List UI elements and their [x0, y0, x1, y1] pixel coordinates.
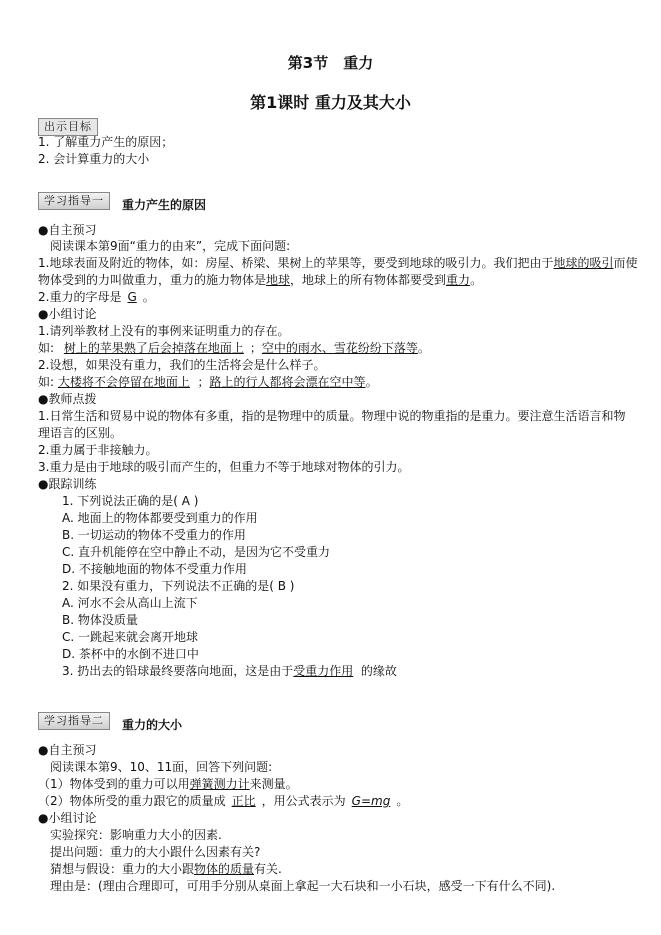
option: D. 茶杯中的水倒不进口中: [62, 647, 199, 661]
option: A. 地面上的物体都要受到重力的作用: [62, 511, 258, 525]
question-1-line1: 1.地球表面及附近的物体，如：房屋、桥梁、果树上的苹果等，要受到地球的吸引力。我们把由于地球的吸引而使: [38, 256, 638, 270]
section-title: 第3节 重力: [287, 54, 374, 72]
answer-blank: 空中的雨水、雪花纷纷下落等: [261, 341, 418, 355]
answer-blank: G=mg: [351, 794, 391, 808]
preview-intro: 阅读课本第9、10、11面，回答下列问题:: [50, 760, 273, 774]
option: A. 河水不会从高山上流下: [62, 596, 198, 610]
answer-blank: 地球的吸引: [553, 256, 614, 270]
preview-intro: 阅读课本第9面“重力的由来”，完成下面问题:: [50, 239, 291, 253]
answer-blank: 正比: [231, 794, 256, 808]
guide2-title: 重力的大小: [122, 718, 183, 732]
discussion-2: 2.设想，如果没有重力，我们的生活将会是什么样子。: [38, 358, 326, 372]
guide1-title: 重力产生的原因: [122, 198, 207, 212]
answer-blank: 弹簧测力计: [189, 777, 250, 791]
option: D. 不接触地面的物体不受重力作用: [62, 562, 247, 576]
answer-blank: 物体的质量: [194, 862, 255, 876]
guide2-tag: 学习指导二: [38, 712, 110, 730]
teacher-point-3: 3.重力是由于地球的吸引而产生的，但重力不等于地球对物体的引力。: [38, 460, 410, 474]
guide2-question-1: （1）物体受到的重力可以用弹簧测力计来测量。: [38, 777, 298, 791]
question-2: 2.重力的字母是 G 。: [38, 290, 155, 304]
lesson-title: 第1课时 重力及其大小: [250, 93, 411, 112]
teacher-point-2: 2.重力属于非接触力。: [38, 443, 158, 457]
practice-question-3: 3. 扔出去的铅球最终要落向地面，这是由于受重力作用 的缘故: [62, 664, 397, 678]
option: C. 一跳起来就会离开地球: [62, 630, 199, 644]
objective-item: 2. 会计算重力的大小: [38, 152, 150, 166]
experiment-line: 实验探究：影响重力大小的因素.: [50, 828, 222, 842]
experiment-line: 理由是：(理由合理即可，可用手分别从桌面上拿起一大石块和一小石块，感受一下有什么不同).: [50, 879, 556, 893]
answer-blank: G: [127, 290, 137, 304]
option: B. 物体没质量: [62, 613, 138, 627]
experiment-line: 提出问题：重力的大小跟什么因素有关?: [50, 845, 261, 859]
discussion-1-example: 如: 树上的苹果熟了后会掉落在地面上 ；空中的雨水、雪花纷纷下落等。: [38, 341, 430, 355]
discussion-heading: ●小组讨论: [38, 307, 97, 321]
objective-item: 1. 了解重力产生的原因；: [38, 135, 174, 149]
guide1-tag: 学习指导一: [38, 192, 110, 210]
answer-blank: 树上的苹果熟了后会掉落在地面上: [63, 341, 244, 355]
answer-blank: 路上的行人都将会漂在空中等: [209, 375, 366, 389]
option: C. 直升机能停在空中静止不动，是因为它不受重力: [62, 545, 331, 559]
preview-heading: ●自主预习: [38, 223, 97, 237]
practice-question-1: 1. 下列说法正确的是( A ): [62, 494, 199, 508]
objectives-tag: 出示目标: [38, 118, 98, 136]
answer-blank: 地球: [266, 273, 291, 287]
teacher-heading: ●教师点拨: [38, 392, 97, 406]
option: B. 一切运动的物体不受重力的作用: [62, 528, 246, 542]
discussion-2-example: 如: 大楼将不会停留在地面上 ；路上的行人都将会漂在空中等。: [38, 375, 378, 389]
answer-blank: 重力: [446, 273, 471, 287]
preview-heading: ●自主预习: [38, 743, 97, 757]
practice-heading: ●跟踪训练: [38, 477, 97, 491]
teacher-point-1: 1.日常生活和贸易中说的物体有多重，指的是物理中的质量。物理中说的物重指的是重力。要注意生活语言和物理语言的区别。: [38, 409, 626, 440]
experiment-line: 猜想与假设：重力的大小跟物体的质量有关.: [50, 862, 282, 876]
practice-question-2: 2. 如果没有重力，下列说法不正确的是( B ): [62, 579, 295, 593]
discussion-heading: ●小组讨论: [38, 811, 97, 825]
guide2-question-2: （2）物体所受的重力跟它的质量成 正比 ，用公式表示为 G=mg 。: [38, 794, 409, 808]
question-1-line2: 物体受到的力叫做重力，重力的施力物体是地球，地球上的所有物体都要受到重力。: [38, 273, 483, 287]
answer-blank: 大楼将不会停留在地面上: [57, 375, 190, 389]
answer-blank: 受重力作用: [293, 664, 354, 678]
discussion-1: 1.请列举教材上没有的事例来证明重力的存在。: [38, 324, 290, 338]
